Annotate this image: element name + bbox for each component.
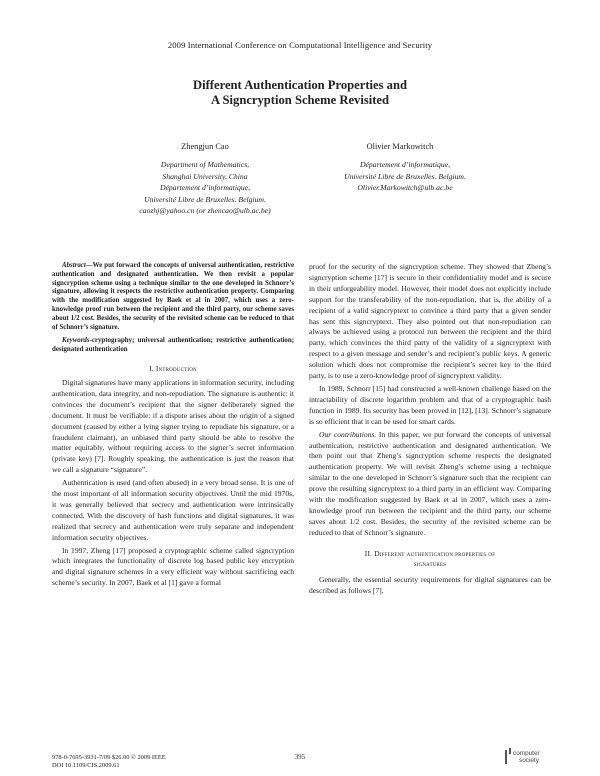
paragraph: In 1989, Schnorr [15] had constructed a well-known challenge based on the intractability of discrete logarithm problem and that of a cryptographic hash function in 1989. Its security has been proved in [12], [13]. Schnorr’s signature is so efficient that it can be used for smart cards. — [309, 383, 551, 426]
author-affiliation-2 — [300, 159, 510, 194]
aff1-line: Shanghai University, China — [162, 171, 248, 181]
computer-society-logo — [505, 748, 555, 770]
title-line-2: A Signcryption Scheme Revisited — [210, 93, 390, 107]
conference-header: 2009 International Conference on Computational Intelligence and Security — [167, 40, 433, 50]
author-affiliation-1 — [95, 159, 315, 217]
abstract-text: —We put forward the concepts of universal authentication, restrictive authentication and designated authentication. We then revisit a popular signcryption scheme using a technique similar to the one developed in Schnorr’s signature, allowing it respects the restrictive authentication property. Comparing with the modification suggested by Baek et al in 2007, which uses a zero-knowledge proof run between the recipient and the third party, our scheme saves about 1/2 cost. Besides, the security of the revisited scheme can be reduced to that of Schnorr’s signature. — [52, 262, 294, 331]
paragraph: Authentication is used (and often abused) in a very broad sense. It is one of the most important of all information security objectives. Until the mid 1970s, it was generally believed that secrecy and authentication were intrinsically connected. With the discovery of hash functions and digital signatures, it was realized that secrecy and authentication were truly separate and independent information security objectives. — [52, 478, 294, 542]
page-number: 395 — [294, 754, 306, 761]
paragraph: Digital signatures have many applications in information security, including authentication, data integrity, and non-repudiation. The signature is authentic: it convinces the document’s recipient that the signer deliberately signed the document. It must be verifiable: if a dispute arises about the origin of a signed document (caused by either a lying signer trying to repudiate his signature, or a fraudulent claimant), an unbiased third party should be able to resolve the matter equitably, without requiring access to the signer’s secret information (private key) [7]. Roughly speaking, the authentication is just the reason that we call a signature “signature”. — [52, 377, 294, 475]
paragraph: Generally, the essential security requirements for digital signatures can be described as follows [7]. — [309, 574, 551, 595]
logo-bar-icon — [505, 750, 507, 764]
author-name-1: Zhengjun Cao — [181, 142, 229, 151]
logo-bar-icon — [509, 748, 511, 754]
footer-info — [52, 754, 302, 771]
paper-title — [0, 78, 600, 108]
paragraph: In 1997, Zheng [17] proposed a cryptographic scheme called signcryption which integrates the functionality of discrete log based public key encryption and digital signature schemes in a very efficient way without sacrificing each scheme’s security. In 2007, Baek et al [1] gave a formal — [52, 545, 294, 588]
keywords-text: -cryptography; universal authentication; restrictive authentication; designated authentication — [52, 337, 294, 354]
paragraph-contributions — [309, 430, 551, 539]
section2-line-1: II. Different authentication properties of — [364, 548, 496, 558]
section-heading-2 — [309, 549, 551, 569]
contributions-text: In this paper, we put forward the concepts of universal authentication, restrictive authentication and designated authentication. We then point out that Zheng’s signcryption scheme respects the designated authentication property. We will revisit Zheng’s scheme using a technique similar to the one developed in Schnorr’s signature such that the recipient can prove the resulting signcryptext to a third party in an efficient way. Comparing with the modification suggested by Baek et al in 2007, which uses a zero-knowledge proof run between the recipient and the third party, our scheme saves about 1/2 cost. Besides, the security of the revisited scheme can be reduced to that of Schnorr’s signature. — [309, 429, 551, 537]
keywords-label: Keywords — [62, 337, 90, 345]
author-email-2: Olivier.Markowitch@ulb.ac.be — [357, 183, 453, 193]
paragraph: proof for the security of the signcryption scheme. They showed that Zheng’s signcryption scheme [17] is secure in their confidentiality model and is secure in their unforgeability model. However, their model does not explicitly include support for the transferability of the non-repudiation, that is, the ability of a recipient of a valid signcryptext to convince a third party that a given sender has sent this signcryptext. They also pointed out that non-repudiation can always be achieved using a protocol run between the recipient and the third party, which convinces the third party of the validity of a signcryptext with respect to a given message and sender’s and recipient’s public keys. A generic solution which does not compromise the recipient’s secret key to the third party, is to use a zero-knowledge proof of signcryptext validity. — [309, 262, 551, 381]
right-column — [309, 262, 551, 596]
aff1-line: Département d’informatique, — [159, 183, 251, 193]
keywords — [52, 337, 294, 355]
aff1-line: Department of Mathematics, — [160, 160, 250, 169]
author-name-2: Olivier Markowitch — [366, 142, 434, 151]
author-email-1: caozhj@yahoo.cn (or zhencao@ulb.ac.be) — [139, 206, 271, 216]
logo-text — [513, 751, 540, 764]
title-line-1: Different Authentication Properties and — [193, 78, 407, 92]
abstract-label: Abstract — [62, 262, 86, 269]
footer-doi: DOI 10.1109/CIS.2009.61 — [52, 762, 120, 770]
left-column — [52, 262, 294, 589]
logo-text-line-2: society — [519, 756, 539, 764]
section2-line-2: signatures — [413, 558, 447, 568]
section-heading-introduction — [52, 364, 294, 374]
section-number: I. — [149, 363, 154, 373]
aff1-line: Université Libre de Bruxelles. Belgium. — [144, 194, 266, 204]
aff2-line: Université Libre de Bruxelles. Belgium. — [344, 171, 466, 181]
abstract — [52, 262, 294, 332]
aff2-line: Département d’informatique, — [359, 160, 451, 169]
logo-text-line-1: computer — [513, 750, 540, 757]
contributions-label: Our contributions. — [319, 429, 377, 439]
footer-isbn: 978-0-7695-3931-7/09 $26.00 © 2009 IEEE — [52, 754, 166, 761]
section-title: Introduction — [155, 363, 197, 373]
